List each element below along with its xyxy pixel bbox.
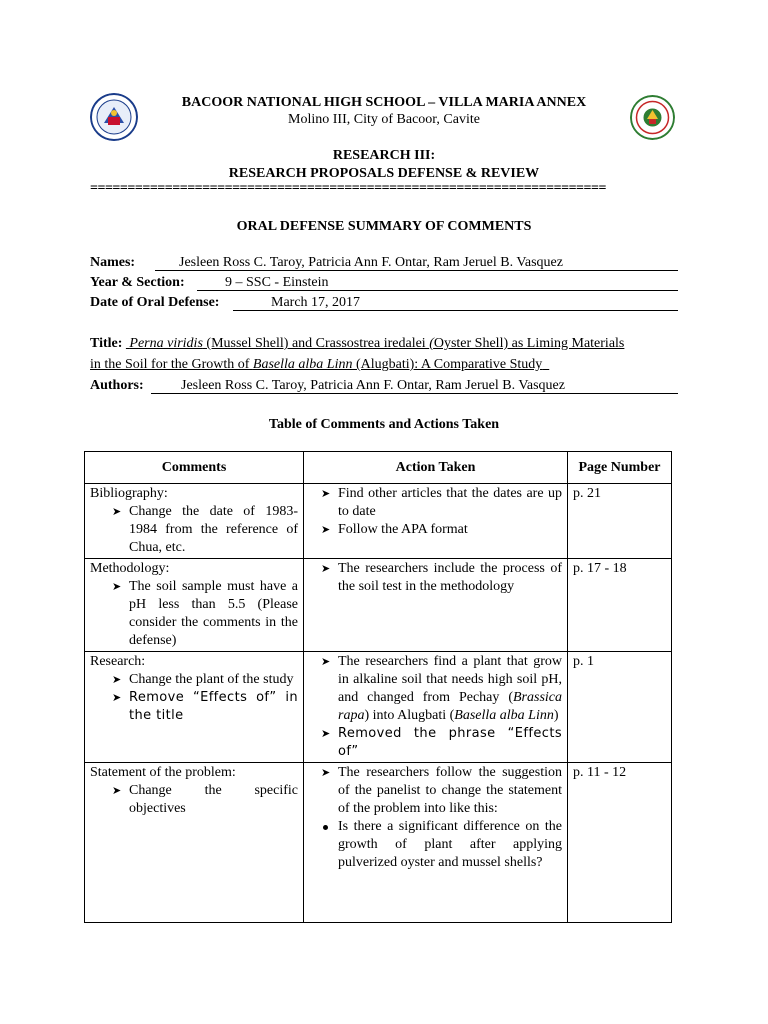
- action-text: Is there a significant difference on the growth of plant after applying pulverized oyster and mussel shells?: [338, 819, 562, 870]
- action-text: ): [553, 708, 559, 723]
- table-row: [85, 559, 672, 652]
- row-heading: Research:: [90, 654, 146, 669]
- title-label: Title:: [90, 336, 123, 351]
- title-text-2: Oyster Shell) as Liming Materials: [433, 336, 625, 351]
- arrow-bullet-icon: ➤: [321, 488, 331, 500]
- divider-rule: =====================================================================: [90, 181, 606, 196]
- year-section-value: 9 – SSC - Einstein: [197, 274, 678, 291]
- table-header-row: [85, 452, 672, 484]
- arrow-bullet-icon: ➤: [112, 674, 122, 686]
- arrow-bullet-icon: ➤: [112, 581, 122, 593]
- list-item: [319, 764, 562, 818]
- comment-cell: [85, 484, 304, 559]
- school-name: BACOOR NATIONAL HIGH SCHOOL – VILLA MARIA ANNEX: [181, 95, 587, 110]
- table-row: [85, 484, 672, 559]
- table-row: [85, 652, 672, 763]
- action-text: Follow the APA format: [338, 522, 468, 537]
- title-text-1: (Mussel Shell) and Crassostrea iredalei: [202, 336, 430, 351]
- school-address: Molino III, City of Bacoor, Cavite: [288, 112, 480, 127]
- comment-cell: [85, 763, 304, 923]
- table-row: [85, 763, 672, 923]
- authors-value: Jesleen Ross C. Taroy, Patricia Ann F. Ontar, Ram Jeruel B. Vasquez: [151, 377, 678, 394]
- list-item: [319, 560, 562, 596]
- course-title: RESEARCH III:: [332, 148, 436, 163]
- action-cell: [304, 559, 568, 652]
- research-title-line-1: [90, 335, 676, 353]
- title-text-3: in the Soil for the Growth of: [90, 357, 253, 372]
- arrow-bullet-icon: ➤: [321, 656, 331, 668]
- list-item: [319, 725, 562, 761]
- action-text: The researchers follow the suggestion of the panelist to change the statement of the problem into like this:: [338, 765, 562, 816]
- title-species-1: Perna viridis: [129, 336, 203, 351]
- title-species-2: Basella alba Linn: [252, 357, 353, 372]
- comments-table: [84, 451, 672, 923]
- arrow-bullet-icon: ➤: [321, 524, 331, 536]
- list-item: [319, 653, 562, 725]
- action-cell: [304, 484, 568, 559]
- action-text: Removed the phrase “Effects of”: [338, 726, 562, 759]
- defense-date-label: Date of Oral Defense:: [90, 295, 220, 310]
- action-cell: [304, 652, 568, 763]
- comment-text: The soil sample must have a pH less than 5.5 (Please consider the comments in the defense): [129, 579, 298, 648]
- title-paren: (: [429, 336, 434, 351]
- row-heading: Bibliography:: [90, 486, 168, 501]
- comment-text: Remove “Effects of” in the title: [129, 690, 298, 723]
- list-item: [110, 782, 298, 818]
- arrow-bullet-icon: ➤: [112, 785, 122, 797]
- page-cell: p. 21: [568, 484, 672, 559]
- list-item: [319, 521, 562, 539]
- page-cell: p. 11 - 12: [568, 763, 672, 923]
- action-text: Find other articles that the dates are up to date: [338, 486, 562, 519]
- list-item: [110, 503, 298, 557]
- section-title: ORAL DEFENSE SUMMARY OF COMMENTS: [236, 219, 532, 234]
- row-heading: Statement of the problem:: [90, 765, 236, 780]
- arrow-bullet-icon: ➤: [321, 728, 331, 740]
- arrow-bullet-icon: ➤: [112, 506, 122, 518]
- list-item: [110, 671, 298, 689]
- action-text: The researchers include the process of the soil test in the methodology: [338, 561, 562, 594]
- table-caption: Table of Comments and Actions Taken: [268, 417, 500, 432]
- document-subtitle: RESEARCH PROPOSALS DEFENSE & REVIEW: [228, 166, 540, 181]
- page-cell: p. 17 - 18: [568, 559, 672, 652]
- research-title-line-2: [90, 356, 676, 374]
- species-name: Brassica rapa: [338, 690, 562, 723]
- title-text-4: (Alugbati): A Comparative Study: [352, 357, 543, 372]
- arrow-bullet-icon: ➤: [321, 563, 331, 575]
- comment-text: Change the date of 1983-1984 from the reference of Chua, etc.: [129, 504, 298, 555]
- comment-cell: [85, 559, 304, 652]
- action-cell: [304, 763, 568, 923]
- bullet-dot-icon: [323, 825, 328, 830]
- names-label: Names:: [90, 255, 136, 270]
- action-text: ) into Alugbati (: [364, 708, 455, 723]
- header-page-number: Page Number: [568, 452, 672, 484]
- list-item: [319, 485, 562, 521]
- header-comments: Comments: [85, 452, 304, 484]
- comment-text: Change the specific objectives: [129, 783, 298, 816]
- list-item: [110, 578, 298, 650]
- comment-cell: [85, 652, 304, 763]
- header-action-taken: Action Taken: [304, 452, 568, 484]
- row-heading: Methodology:: [90, 561, 170, 576]
- species-name: Basella alba Linn: [454, 708, 554, 723]
- year-section-label: Year & Section:: [90, 275, 185, 290]
- arrow-bullet-icon: ➤: [112, 692, 122, 704]
- authors-label: Authors:: [90, 378, 144, 393]
- list-item: [319, 818, 562, 872]
- list-item: [110, 689, 298, 725]
- comment-text: Change the plant of the study: [129, 672, 294, 687]
- page-cell: p. 1: [568, 652, 672, 763]
- action-text: The researchers find a plant that grow in alkaline soil that needs high soil pH, and changed from Pechay (: [338, 654, 562, 705]
- names-value: Jesleen Ross C. Taroy, Patricia Ann F. Ontar, Ram Jeruel B. Vasquez: [155, 254, 678, 271]
- defense-date-value: March 17, 2017: [233, 294, 678, 311]
- arrow-bullet-icon: ➤: [321, 767, 331, 779]
